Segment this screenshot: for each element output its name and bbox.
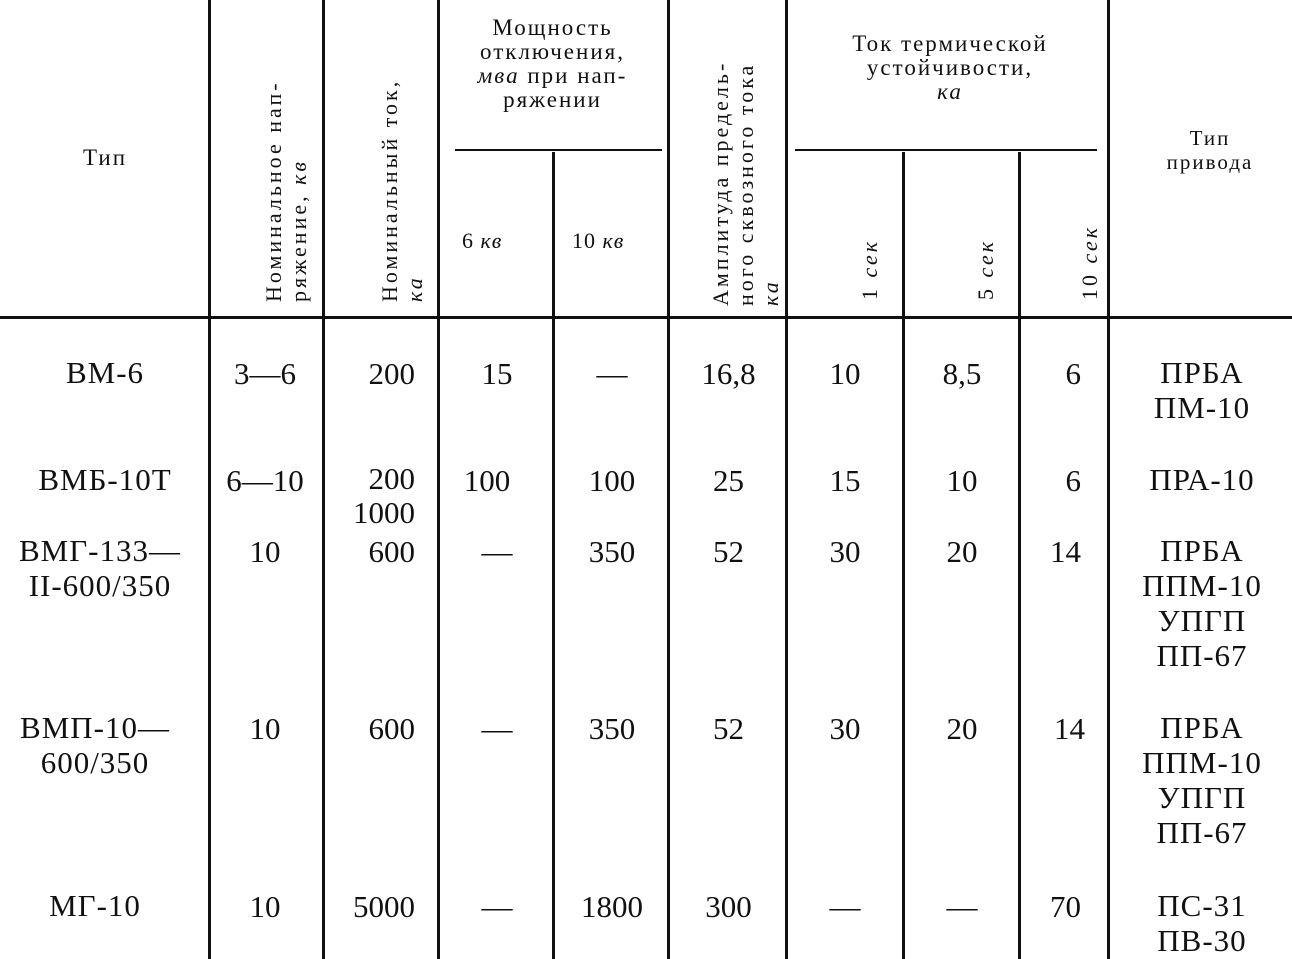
cell-drive: ПРБА ППМ-10 УПГП ПП-67 <box>1142 710 1262 850</box>
header-power: Мощность отключения, мва при нап- ряжении <box>477 15 628 112</box>
cell-drive: ПРА-10 <box>1149 462 1255 497</box>
cell-type: ВМГ-133— II-600/350 <box>19 533 181 603</box>
cell-current: 200 1000 <box>353 461 415 530</box>
col-divider-9 <box>1107 0 1110 959</box>
cell-thermal-10: 6 <box>1065 356 1081 391</box>
cell-power-6: 15 <box>481 356 513 391</box>
cell-amplitude: 52 <box>713 711 744 746</box>
col-divider-5 <box>667 0 670 959</box>
cell-power-6: — <box>481 889 513 924</box>
header-bottom-rule <box>0 316 1292 319</box>
cell-voltage: 6—10 <box>226 463 304 498</box>
col-divider-7 <box>902 152 905 959</box>
cell-thermal-5: 20 <box>946 711 978 746</box>
cell-voltage: 10 <box>249 889 281 924</box>
cell-thermal-10: 70 <box>1050 889 1081 924</box>
cell-thermal-1: — <box>829 889 861 924</box>
cell-amplitude: 25 <box>713 463 744 498</box>
header-thermal-5s: 5 сек <box>973 238 998 300</box>
cell-thermal-5: 10 <box>946 463 978 498</box>
header-current: Номинальный ток, ка <box>377 78 427 302</box>
cell-power-10: 350 <box>588 711 636 746</box>
cell-drive: ПРБА ППМ-10 УПГП ПП-67 <box>1142 533 1262 673</box>
cell-power-10: 350 <box>588 534 636 569</box>
cell-current: 600 <box>368 711 415 746</box>
col-divider-2 <box>322 0 325 959</box>
header-thermal: Ток термической устойчивости, ка <box>852 31 1048 104</box>
cell-thermal-1: 10 <box>829 356 861 391</box>
header-drive: Тип привода <box>1166 126 1254 174</box>
cell-voltage: 10 <box>249 711 281 746</box>
cell-amplitude: 300 <box>705 889 752 924</box>
header-thermal-1s: 1 сек <box>857 238 882 300</box>
col-divider-6 <box>785 0 788 959</box>
cell-amplitude: 16,8 <box>701 356 756 391</box>
cell-thermal-1: 15 <box>829 463 861 498</box>
cell-power-6: — <box>481 711 513 746</box>
header-voltage: Номинальное нап- ряжение, кв <box>261 80 311 302</box>
cell-amplitude: 52 <box>713 534 744 569</box>
cell-thermal-1: 30 <box>829 711 861 746</box>
thermal-group-rule <box>795 149 1097 151</box>
col-divider-3 <box>437 0 440 959</box>
cell-thermal-10: 14 <box>1050 534 1081 569</box>
cell-current: 5000 <box>353 889 415 924</box>
header-power-10kv: 10 кв <box>572 228 625 253</box>
cell-thermal-10: 6 <box>1065 463 1081 498</box>
cell-current: 200 <box>368 356 415 391</box>
header-power-6kv: 6 кв <box>462 228 503 253</box>
header-type-label: Тип <box>82 145 128 170</box>
cell-thermal-5: 8,5 <box>942 356 982 391</box>
col-divider-4 <box>552 152 555 959</box>
cell-current: 600 <box>368 534 415 569</box>
power-group-rule <box>455 149 662 151</box>
cell-type: МГ-10 <box>49 888 141 923</box>
cell-voltage: 3—6 <box>234 356 296 391</box>
header-amplitude: Амплитуда предель- ного сквозного тока ка <box>708 60 783 306</box>
header-type <box>40 146 170 170</box>
cell-voltage: 10 <box>249 534 281 569</box>
header-thermal-10s: 10 сек <box>1077 224 1102 300</box>
cell-drive: ПС-31 ПВ-30 <box>1157 888 1247 958</box>
cell-power-10: — <box>596 356 628 391</box>
cell-type: ВМ-6 <box>65 355 145 390</box>
col-divider-8 <box>1018 152 1021 959</box>
cell-thermal-10: 14 <box>1054 711 1085 746</box>
cell-type: ВМП-10— 600/350 <box>20 710 170 780</box>
cell-drive: ПРБА ПМ-10 <box>1153 355 1251 425</box>
col-divider-1 <box>208 0 211 959</box>
cell-thermal-5: — <box>946 889 978 924</box>
cell-power-6: — <box>481 534 513 569</box>
cell-thermal-5: 20 <box>946 534 978 569</box>
cell-power-10: 1800 <box>581 889 643 924</box>
cell-power-10: 100 <box>588 463 636 498</box>
cell-type: ВМБ-10Т <box>38 462 172 497</box>
cell-thermal-1: 30 <box>829 534 861 569</box>
cell-power-6: 100 <box>463 463 511 498</box>
